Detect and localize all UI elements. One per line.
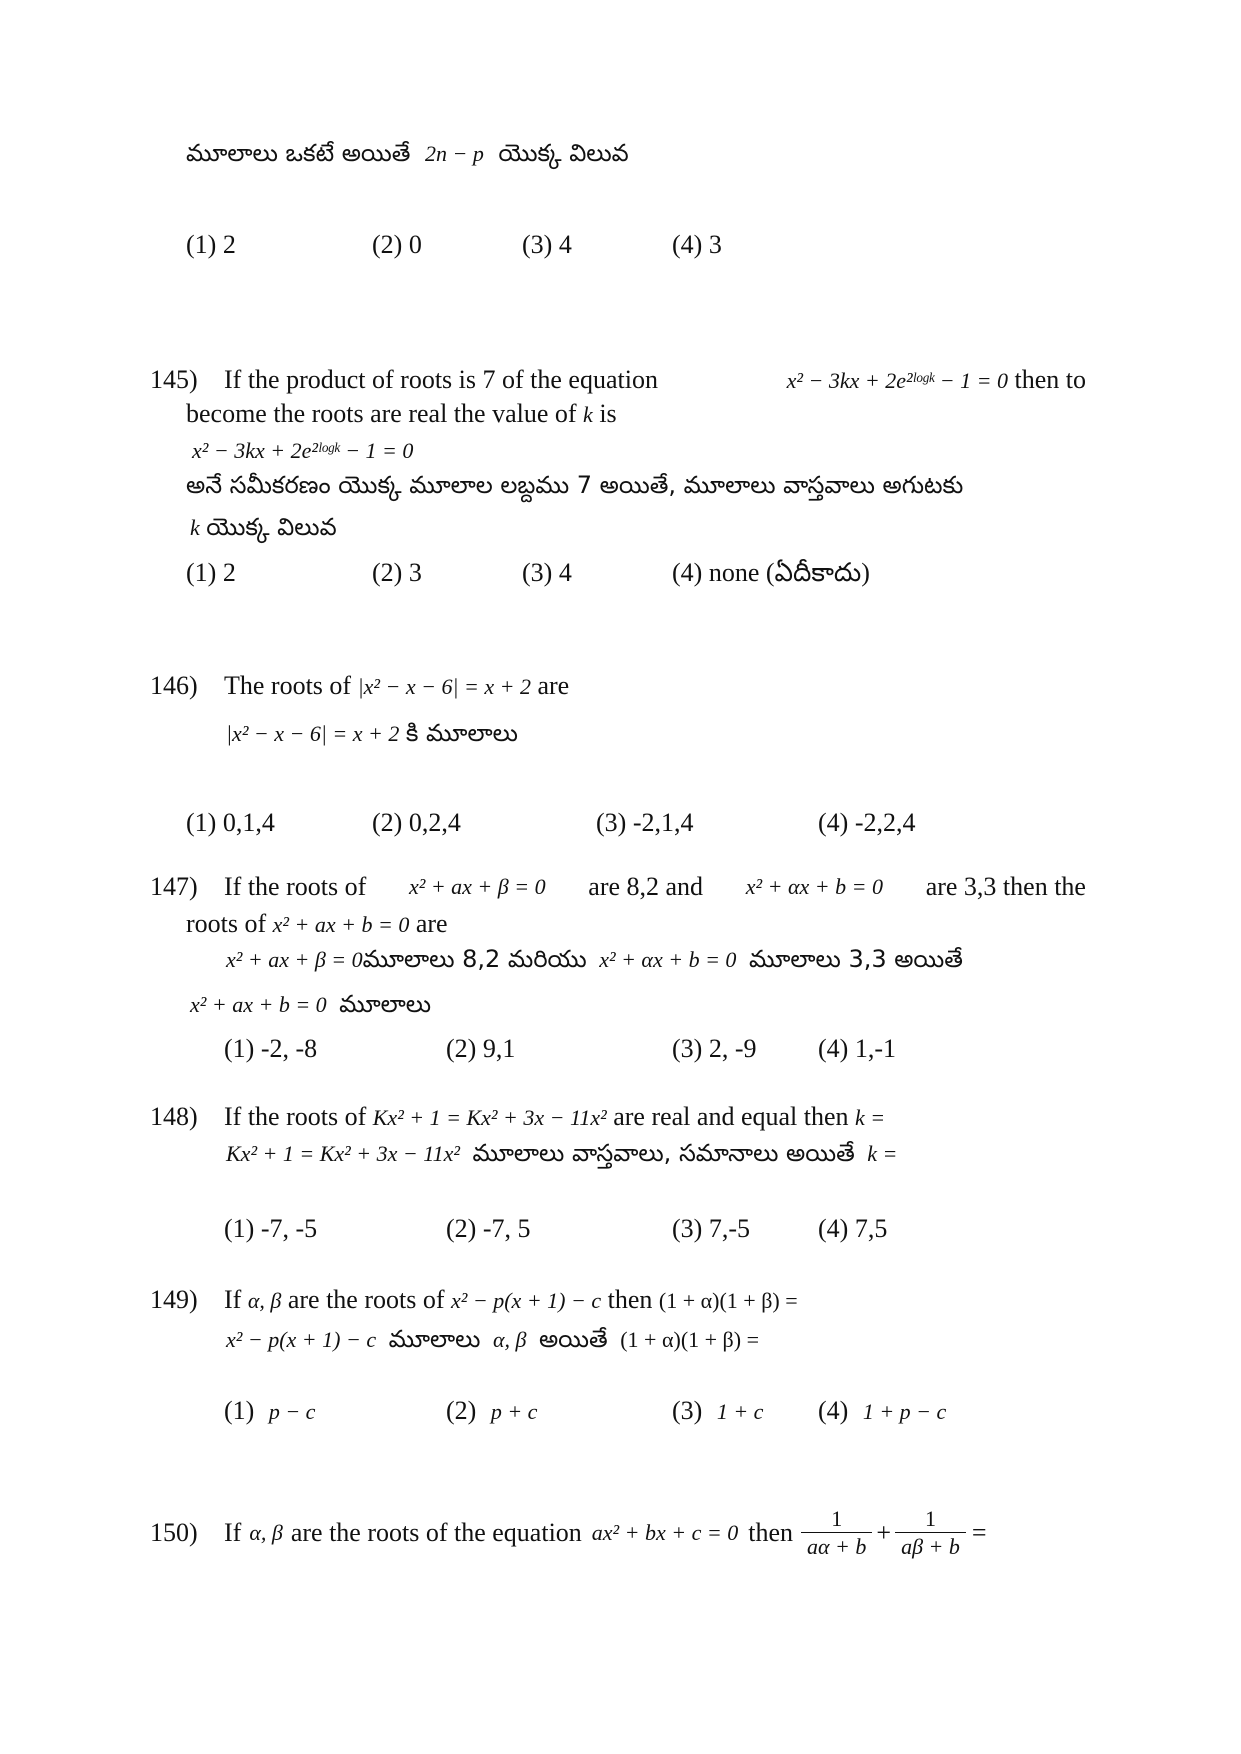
question-number-145: 145) (150, 365, 198, 394)
q146-equation-repeat: |x² − x − 6| = x + 2 (226, 721, 400, 746)
q145-line-2 (186, 397, 617, 432)
q149-option-1-num: (1) (224, 1396, 255, 1425)
q148-telugu-text: మూలాలు వాస్తవాలు, సమానాలు అయితే (472, 1139, 855, 1167)
q149-telugu-line (226, 1322, 759, 1357)
question-number-146: 146) (150, 671, 198, 700)
q147-telugu-eq-2: x² + αx + b = 0 (599, 947, 737, 972)
q148-telugu-k: k = (867, 1141, 898, 1166)
q149-telugu-expression: (1 + α)(1 + β) = (620, 1327, 759, 1352)
q147-option-4: (4) 1,-1 (818, 1034, 896, 1063)
q145-option-4: (4) none (ఏదీకాదు) (672, 558, 870, 587)
q147-text-1: If the roots of (224, 872, 367, 901)
q148-line-1 (224, 1100, 885, 1135)
q150-equals: = (971, 1518, 987, 1547)
q145-telugu-2 (190, 510, 337, 545)
q148-option-1: (1) -7, -5 (224, 1214, 318, 1243)
q149-alpha-beta: α, β (247, 1288, 282, 1313)
q147-option-2: (2) 9,1 (446, 1034, 516, 1063)
q150-text-then: then (748, 1518, 793, 1547)
q149-option-3-value: 1 + c (716, 1399, 764, 1424)
q150-fraction-2-numerator: 1 (895, 1506, 966, 1533)
q149-option-2-value: p + c (490, 1399, 538, 1424)
q149-telugu-eq: x² − p(x + 1) − c (226, 1327, 377, 1352)
q146-telugu-line (226, 716, 518, 751)
q147-equation-2: x² + αx + b = 0 (745, 874, 883, 899)
q147-telugu-line-2 (190, 987, 431, 1022)
q149-telugu-text-2: అయితే (538, 1325, 608, 1353)
q147-line-2 (186, 907, 448, 942)
q148-option-2: (2) -7, 5 (446, 1214, 531, 1243)
q148-text-2: are real and equal then (613, 1102, 849, 1131)
q149-option-3 (672, 1394, 763, 1429)
q150-text-1: are the roots of the equation (290, 1518, 582, 1547)
q145-equation: x² − 3kx + 2e²ˡᵒᵍᵏ − 1 = 0 (786, 368, 1008, 393)
q147-text-4: roots of (186, 909, 267, 938)
q146-telugu-text: కి మూలాలు (405, 719, 518, 747)
top-telugu-text-2: యొక్క విలువ (498, 139, 629, 167)
q146-option-3: (3) -2,1,4 (596, 808, 694, 837)
q145-text-2: become the roots are real the value of (186, 399, 577, 428)
top-option-3: (3) 4 (522, 230, 572, 259)
q145-text-is: is (599, 399, 617, 428)
q149-option-1-value: p − c (268, 1399, 316, 1424)
q147-text-2: are 8,2 and (588, 872, 704, 901)
q145-option-2: (2) 3 (372, 558, 422, 587)
q150-text-if: If (224, 1518, 242, 1547)
top-option-4: (4) 3 (672, 230, 722, 259)
q149-option-4-value: 1 + p − c (862, 1399, 947, 1424)
q148-telugu-line (226, 1136, 897, 1171)
q148-k: k = (855, 1105, 886, 1130)
q150-fraction-1-denominator: aα + b (807, 1533, 867, 1559)
q147-equation-1: x² + ax + β = 0 (408, 874, 546, 899)
top-option-2: (2) 0 (372, 230, 422, 259)
q150-fraction-2-denominator: aβ + b (901, 1533, 960, 1559)
q145-option-3: (3) 4 (522, 558, 572, 587)
question-number-148: 148) (150, 1102, 198, 1131)
q145-equation-repeat: x² − 3kx + 2e²ˡᵒᵍᵏ − 1 = 0 (192, 438, 414, 463)
q148-option-4: (4) 7,5 (818, 1214, 888, 1243)
q147-telugu-text-2: మూలాలు 3,3 అయితే (748, 945, 963, 973)
q149-telugu-alpha-beta: α, β (492, 1327, 527, 1352)
q149-equation: x² − p(x + 1) − c (451, 1288, 602, 1313)
q149-line-1 (224, 1283, 798, 1318)
q148-option-3: (3) 7,-5 (672, 1214, 750, 1243)
q148-equation: Kx² + 1 = Kx² + 3x − 11x² (372, 1105, 607, 1130)
q145-line-1 (224, 363, 1086, 398)
q147-telugu-eq-1: x² + ax + β = 0 (226, 947, 363, 972)
q150-alpha-beta: α, β (249, 1520, 283, 1545)
q145-telugu-k: k (190, 515, 200, 540)
q146-option-2: (2) 0,2,4 (372, 808, 461, 837)
q150-line-1 (224, 1500, 987, 1566)
q149-option-4 (818, 1394, 946, 1429)
q146-line-1 (224, 669, 569, 704)
q150-fraction-1-numerator: 1 (801, 1506, 872, 1533)
top-question-line (186, 136, 629, 171)
q145-telugu-value: యొక్క విలువ (206, 513, 337, 541)
q149-telugu-text-1: మూలాలు (388, 1325, 481, 1353)
question-number-147: 147) (150, 872, 198, 901)
q150-equation: ax² + bx + c = 0 (591, 1520, 739, 1545)
q147-option-3: (3) 2, -9 (672, 1034, 757, 1063)
q150-fraction-2 (895, 1506, 966, 1561)
q150-fraction-1 (801, 1506, 872, 1561)
q149-expression: (1 + α)(1 + β) = (658, 1288, 798, 1313)
top-math: 2n − p (424, 141, 484, 166)
q148-text-1: If the roots of (224, 1102, 367, 1131)
q147-telugu-eq-3: x² + ax + b = 0 (190, 992, 327, 1017)
q145-k: k (583, 402, 593, 427)
q145-equation-2 (192, 433, 413, 468)
top-telugu-text: మూలాలు ఒకటే అయితే (186, 139, 411, 167)
q149-option-3-num: (3) (672, 1396, 703, 1425)
q149-option-4-num: (4) (818, 1396, 849, 1425)
q147-line-1 (224, 870, 1086, 904)
q150-plus: + (876, 1518, 892, 1547)
q147-equation-3: x² + ax + b = 0 (272, 912, 410, 937)
question-number-150: 150) (150, 1518, 198, 1547)
q149-option-1 (224, 1394, 315, 1429)
q149-text-then: then (607, 1285, 653, 1314)
q147-telugu-text-3: మూలాలు (339, 990, 432, 1018)
q148-telugu-eq: Kx² + 1 = Kx² + 3x − 11x² (226, 1141, 460, 1166)
q147-text-5: are (415, 909, 448, 938)
question-number-149: 149) (150, 1285, 198, 1314)
q147-telugu-text-1: మూలాలు 8,2 మరియు (362, 945, 587, 973)
q149-text-if: If (224, 1285, 242, 1314)
q149-option-2-num: (2) (446, 1396, 477, 1425)
q147-text-3: are 3,3 then the (925, 872, 1086, 901)
q145-telugu-1: అనే సమీకరణం యొక్క మూలాల లబ్దము 7 అయితే, మూలాలు వాస్తవాలు అగుటకు (186, 471, 964, 499)
q149-option-2 (446, 1394, 537, 1429)
q149-text-1: are the roots of (287, 1285, 445, 1314)
q146-text-1: The roots of (224, 671, 352, 700)
top-option-1: (1) 2 (186, 230, 236, 259)
q145-text-1: If the product of roots is 7 of the equation (224, 365, 658, 394)
q146-option-1: (1) 0,1,4 (186, 808, 275, 837)
q146-equation: |x² − x − 6| = x + 2 (357, 674, 531, 699)
q147-telugu-line-1 (226, 942, 963, 977)
q145-option-1: (1) 2 (186, 558, 236, 587)
q146-text-are: are (537, 671, 570, 700)
q147-option-1: (1) -2, -8 (224, 1034, 318, 1063)
q145-text-then: then to (1014, 365, 1086, 394)
q146-option-4: (4) -2,2,4 (818, 808, 916, 837)
